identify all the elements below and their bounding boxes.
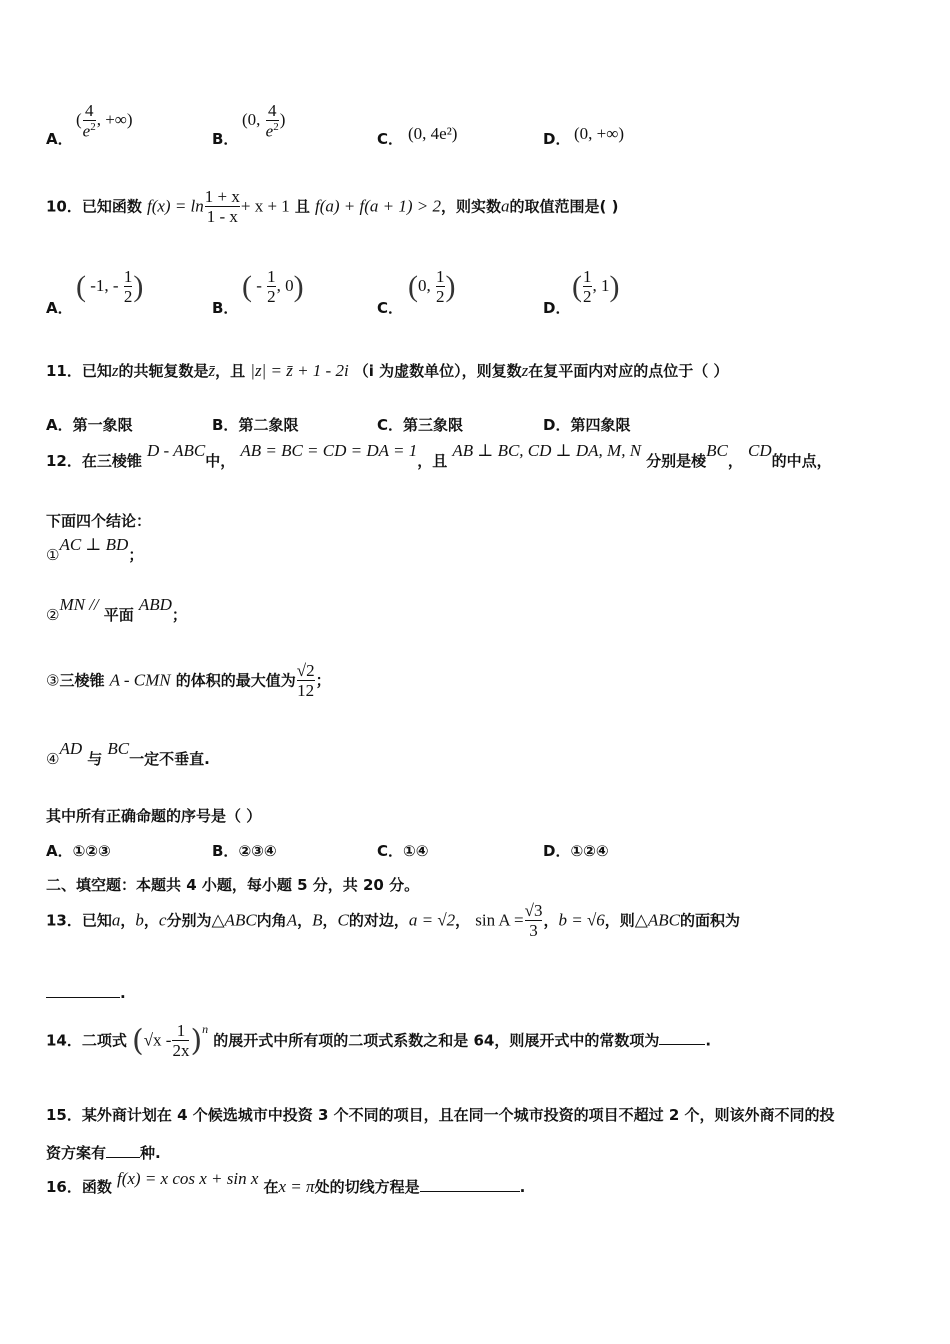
q11-option-b: B．第二象限 bbox=[212, 416, 299, 434]
q12-subheading: 下面四个结论： bbox=[46, 512, 152, 530]
q10-condition: f(a) + f(a + 1) > 2 bbox=[315, 196, 442, 216]
q12-number: 12． bbox=[46, 452, 82, 470]
q10-and: 且 bbox=[294, 197, 310, 216]
question-15-line-1: 15．某外商计划在 4 个候选城市中投资 3 个不同的项目，且在同一个城市投资的项目不超过 2 个，则该外商不同的投 bbox=[46, 1106, 835, 1124]
section-heading: 二、填空题：本题共 4 小题，每小题 5 分，共 20 分。 bbox=[46, 876, 420, 894]
q12-bc: BC bbox=[706, 441, 728, 460]
q12-conclusion-4: ④AD 与 BC一定不垂直. bbox=[46, 739, 210, 768]
q11-t3: （i 为虚数单位），则复数 bbox=[353, 362, 522, 380]
question-16: 16．函数 f(x) = x cos x + sin x 在x = π处的切线方程是 . bbox=[46, 1169, 526, 1196]
q11-option-a: A．第一象限 bbox=[46, 416, 133, 434]
q12-t3: 分别是棱 bbox=[646, 452, 707, 470]
q11-number: 11． bbox=[46, 362, 82, 380]
q11-t2: ，且 bbox=[215, 362, 246, 380]
q12-option-d: D．①②④ bbox=[543, 842, 609, 860]
question-14: 14．二项式 (√x - $\frac{1}{2x}$ )$^n$ 的展开式中所有项的二项式系数之和是 64，则展开式中的常数项为 . bbox=[46, 1021, 712, 1060]
q9-option-a-label: A． bbox=[46, 130, 73, 148]
q11-lead: 已知 bbox=[81, 362, 112, 380]
q12-t1: 中， bbox=[205, 452, 236, 470]
q9-option-d-label: D． bbox=[543, 130, 571, 148]
q10-number: 10． bbox=[46, 197, 82, 216]
q9-option-b-math: (0, $\frac{4}{e^2}$ ) bbox=[242, 101, 286, 141]
q10-var: a bbox=[501, 196, 510, 216]
q12-conclusion-3: ③三棱锥 A - CMN 的体积的最大值为 $\frac{√2}{12}$ ； bbox=[46, 661, 331, 700]
q9-option-a-math: ( $\frac{4}{e^2}$ , +∞) bbox=[76, 101, 133, 141]
q12-t2: ，且 bbox=[417, 452, 448, 470]
q11-zbar: z̄ bbox=[208, 361, 216, 380]
q10-option-c-label: C． bbox=[377, 299, 404, 317]
q12-t5: 的中点， bbox=[771, 452, 832, 470]
q10-option-b-math: ( - $\frac{1}{2}$ , 0) bbox=[242, 267, 304, 306]
q9-option-d-math: (0, +∞) bbox=[574, 124, 625, 143]
q10-end: 的取值范围是( ) bbox=[509, 197, 619, 216]
q10-option-a-math: ( -1, - $\frac{1}{2}$ ) bbox=[76, 267, 144, 306]
q9-option-c-math: (0, 4e²) bbox=[408, 124, 458, 143]
q10-option-b-label: B． bbox=[212, 299, 239, 317]
q11-t4: 在复平面内对应的点位于（ ） bbox=[528, 362, 729, 380]
q10-option-c-math: (0, $\frac{1}{2}$ ) bbox=[408, 267, 456, 306]
q10-function: f(x) = ln bbox=[146, 196, 204, 216]
q11-option-d: D．第四象限 bbox=[543, 416, 631, 434]
q14-answer-blank[interactable] bbox=[659, 1043, 705, 1045]
q10-option-a-label: A． bbox=[46, 299, 73, 317]
q10-option-d-math: ( $\frac{1}{2}$ , 1) bbox=[572, 267, 620, 306]
q12-conclusion-2: ②MN // 平面 ABD； bbox=[46, 595, 187, 624]
question-10 bbox=[46, 188, 618, 226]
q10-fraction: $\frac{1 + x}{1 - x}$ bbox=[204, 187, 240, 226]
question-15-line-2: 资方案有 种. bbox=[46, 1144, 161, 1162]
q10-lead: 已知函数 bbox=[81, 197, 142, 216]
q16-answer-blank[interactable] bbox=[420, 1190, 520, 1192]
question-13: 13．已知a，b，c分别为△ABC内角A，B，C的对边，a = √2， sin A = $\frac{√3}{3}$ ，b = √6，则△ABC的面积为 bbox=[46, 901, 740, 940]
q12-pyramid: D - ABC bbox=[146, 441, 206, 460]
q12-ask: 其中所有正确命题的序号是（ ） bbox=[46, 807, 262, 825]
q10-option-d-label: D． bbox=[543, 299, 571, 317]
q11-z: z bbox=[111, 361, 119, 380]
q10-tail: ，则实数 bbox=[441, 197, 502, 216]
q12-lead: 在三棱锥 bbox=[81, 452, 142, 470]
q12-option-b: B．②③④ bbox=[212, 842, 277, 860]
q11-option-c: C．第三象限 bbox=[377, 416, 464, 434]
q10-rest: + x + 1 bbox=[240, 196, 290, 216]
q11-t1: 的共轭复数是 bbox=[118, 362, 209, 380]
q13-answer-blank[interactable]: . bbox=[46, 984, 126, 1002]
question-11 bbox=[46, 360, 729, 381]
q11-equation: |z| = z̄ + 1 - 2i bbox=[250, 361, 349, 380]
q9-option-c-label: C． bbox=[377, 130, 404, 148]
q12-option-c: C．①④ bbox=[377, 842, 429, 860]
question-12 bbox=[46, 441, 832, 471]
q12-option-a: A．①②③ bbox=[46, 842, 111, 860]
q12-cd: CD bbox=[748, 441, 772, 460]
q11-z2: z bbox=[521, 361, 529, 380]
q12-conclusion-1: ①AC ⊥ BD； bbox=[46, 535, 144, 564]
q12-t4: ， bbox=[727, 452, 743, 470]
q9-option-b-label: B． bbox=[212, 130, 239, 148]
q15-answer-blank[interactable] bbox=[106, 1156, 140, 1158]
q12-equal-edges: AB = BC = CD = DA = 1 bbox=[240, 441, 418, 460]
q12-perp: AB ⊥ BC, CD ⊥ DA, M, N bbox=[452, 441, 642, 460]
